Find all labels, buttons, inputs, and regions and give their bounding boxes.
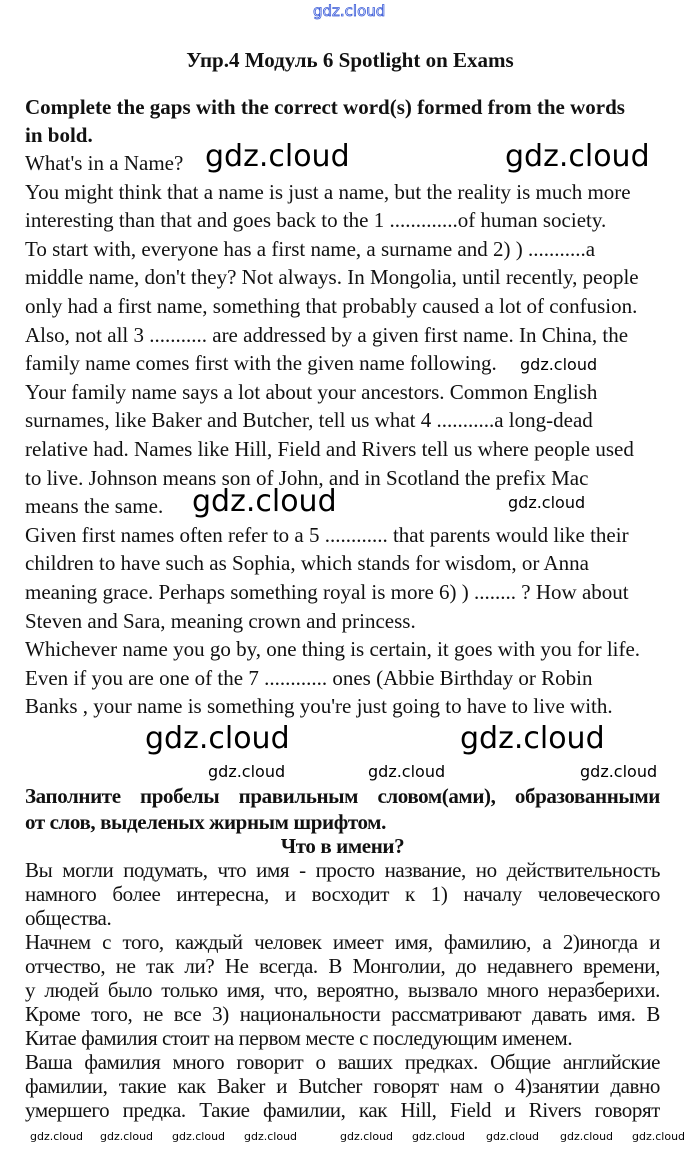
watermark: gdz.cloud <box>460 721 605 756</box>
russian-instruction: Заполните пробелы правильным словом(ами), образованными <box>25 784 660 808</box>
english-text-line: You might think that a name is just a name, but the reality is much more <box>25 179 631 204</box>
watermark: gdz.cloud <box>145 721 290 756</box>
english-text-line: children to have such as Sophia, which stands for wisdom, or Anna <box>25 551 589 576</box>
russian-text-line: Вы могли подумать, что имя - просто название, но действительность <box>25 858 660 882</box>
english-text-line: Whichever name you go by, one thing is certain, it goes with you for life. <box>25 637 641 662</box>
watermark: gdz.cloud <box>100 1130 154 1143</box>
russian-text-line: намного более интересна, и восходит к 1) началу человеческого <box>25 882 660 906</box>
watermark: gdz.cloud <box>30 1130 84 1143</box>
russian-text-line: общества. <box>25 906 112 930</box>
watermark: gdz.cloud <box>368 762 446 781</box>
russian-text-line: Китае фамилия стоит на первом месте с последующим именем. <box>25 1026 573 1050</box>
page-title: Упр.4 Модуль 6 Spotlight on Exams <box>186 48 514 72</box>
english-text-line: Given first names often refer to a 5 ............ that parents would like their <box>25 522 629 547</box>
watermark: gdz.cloud <box>412 1130 466 1143</box>
english-text-line: family name comes first with the given name following. <box>25 351 497 376</box>
russian-text-line: фамилии, такие как Baker и Butcher говорят нам о 4)занятии давно <box>25 1074 660 1098</box>
watermark: gdz.cloud <box>244 1130 298 1143</box>
russian-text-line: умершего предка. Такие фамилии, как Hill, Field и Rivers говорят <box>25 1098 660 1122</box>
english-instruction: in bold. <box>25 123 93 147</box>
english-text-line: middle name, don't they? Not always. In Mongolia, until recently, people <box>25 265 639 290</box>
russian-text-line: Ваша фамилия много говорит о ваших предках. Общие английские <box>25 1050 660 1074</box>
watermark-top: gdz.cloud <box>313 2 386 20</box>
watermark: gdz.cloud <box>508 493 586 512</box>
russian-heading: Что в имени? <box>280 834 405 858</box>
watermark: gdz.cloud <box>580 762 658 781</box>
watermark: gdz.cloud <box>208 762 286 781</box>
watermark: gdz.cloud <box>486 1130 540 1143</box>
english-text-line: Your family name says a lot about your ancestors. Common English <box>25 379 598 404</box>
russian-text-line: отчество, не так ли? Не всегда. В Монголии, до недавнего времени, <box>25 954 660 978</box>
watermark: gdz.cloud <box>172 1130 226 1143</box>
english-text-line: relative had. Names like Hill, Field and Rivers tell us where people used <box>25 437 634 461</box>
watermark: gdz.cloud <box>192 484 337 519</box>
english-instruction: Complete the gaps with the correct word(s) formed from the words <box>25 95 625 119</box>
watermark: gdz.cloud <box>560 1130 614 1143</box>
english-text-line: To start with, everyone has a first name, a surname and 2) ) ...........a <box>25 236 596 261</box>
english-text-heading: What's in a Name? <box>25 151 184 175</box>
english-text-line: surnames, like Baker and Butcher, tell us what 4 ...........a long-dead <box>25 408 593 433</box>
watermark: gdz.cloud <box>632 1130 686 1143</box>
watermark: gdz.cloud <box>505 139 650 174</box>
watermark: gdz.cloud <box>340 1130 394 1143</box>
watermark: gdz.cloud <box>520 355 598 374</box>
english-text-line: to live. Johnson means son of John, and in Scotland the prefix Mac <box>25 465 589 490</box>
russian-text-line: Начнем с того, каждый человек имеет имя, фамилию, а 2)иногда и <box>25 930 660 954</box>
english-text-line: Steven and Sara, meaning crown and princess. <box>25 608 416 633</box>
watermark: gdz.cloud <box>205 139 350 174</box>
russian-instruction: от слов, выделеных жирным шрифтом. <box>25 810 386 834</box>
english-text-line: interesting than that and goes back to the 1 .............of human society. <box>25 208 607 233</box>
english-text-line: Even if you are one of the 7 ............ ones (Abbie Birthday or Robin <box>25 665 593 690</box>
english-text-line: only had a first name, something that probably caused a lot of confusion. <box>25 294 638 318</box>
english-text-line: means the same. <box>25 494 164 519</box>
english-text-line: Also, not all 3 ........... are addressed by a given first name. In China, the <box>25 322 629 347</box>
english-text-line: meaning grace. Perhaps something royal is more 6) ) ........ ? How about <box>25 580 629 604</box>
russian-text-line: у людей было только имя, что, вероятно, вызвало много неразберихи. <box>25 978 660 1002</box>
english-text-line: Banks , your name is something you're just going to have to live with. <box>25 694 613 719</box>
russian-text-line: Кроме того, не все 3) национальности рассматривают давать имя. В <box>25 1002 660 1026</box>
